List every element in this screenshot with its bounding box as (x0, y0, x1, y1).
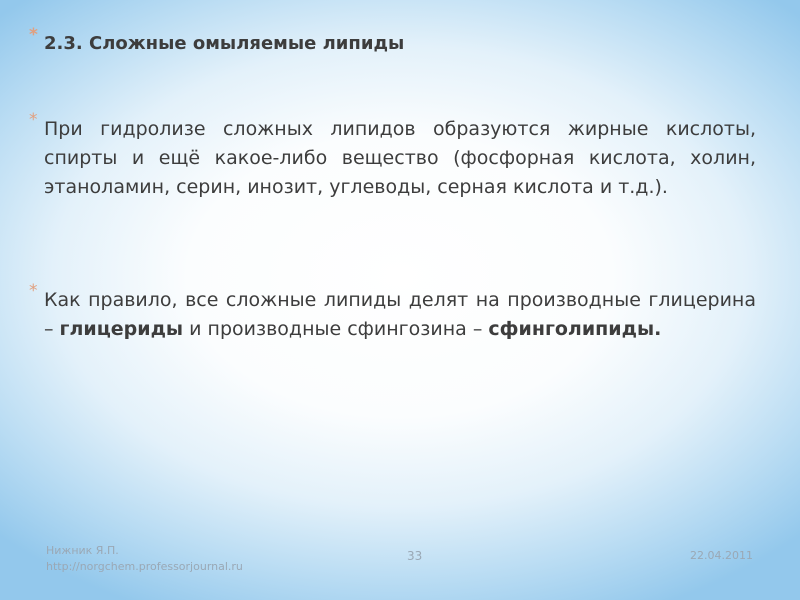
footer-url: http://norgchem.professorjournal.ru (46, 560, 243, 573)
heading-text: 2.3. Сложные омыляемые липиды (44, 33, 405, 54)
page-number: 33 (407, 549, 423, 563)
paragraph-hydrolysis-text: При гидролизе сложных липидов образуются жирные кислоты, спирты и ещё какое-либо вещество (фосфорная кислота, холин, этаноламин, серин, инозит, углеводы, серная кислота и т.д.). (44, 118, 756, 198)
term-glycerides: глицериды (59, 318, 184, 340)
bullet-star-icon: * (29, 281, 38, 301)
paragraph-classification-text-2: и производные сфингозина – (183, 318, 489, 340)
footer-date: 22.04.2011 (690, 549, 753, 562)
slide-heading (29, 25, 756, 58)
bullet-star-icon: * (29, 25, 38, 45)
paragraph-classification-text-1: Как правило, все сложные липиды делят на производные глицерина – (44, 289, 756, 340)
footer-author-block (46, 543, 243, 575)
paragraph-classification (29, 281, 756, 344)
bullet-star-icon: * (29, 110, 38, 130)
footer-author: Нижник Я.П. (46, 544, 119, 557)
term-sphingolipids: сфинголипиды. (488, 318, 662, 340)
paragraph-hydrolysis (29, 110, 756, 202)
